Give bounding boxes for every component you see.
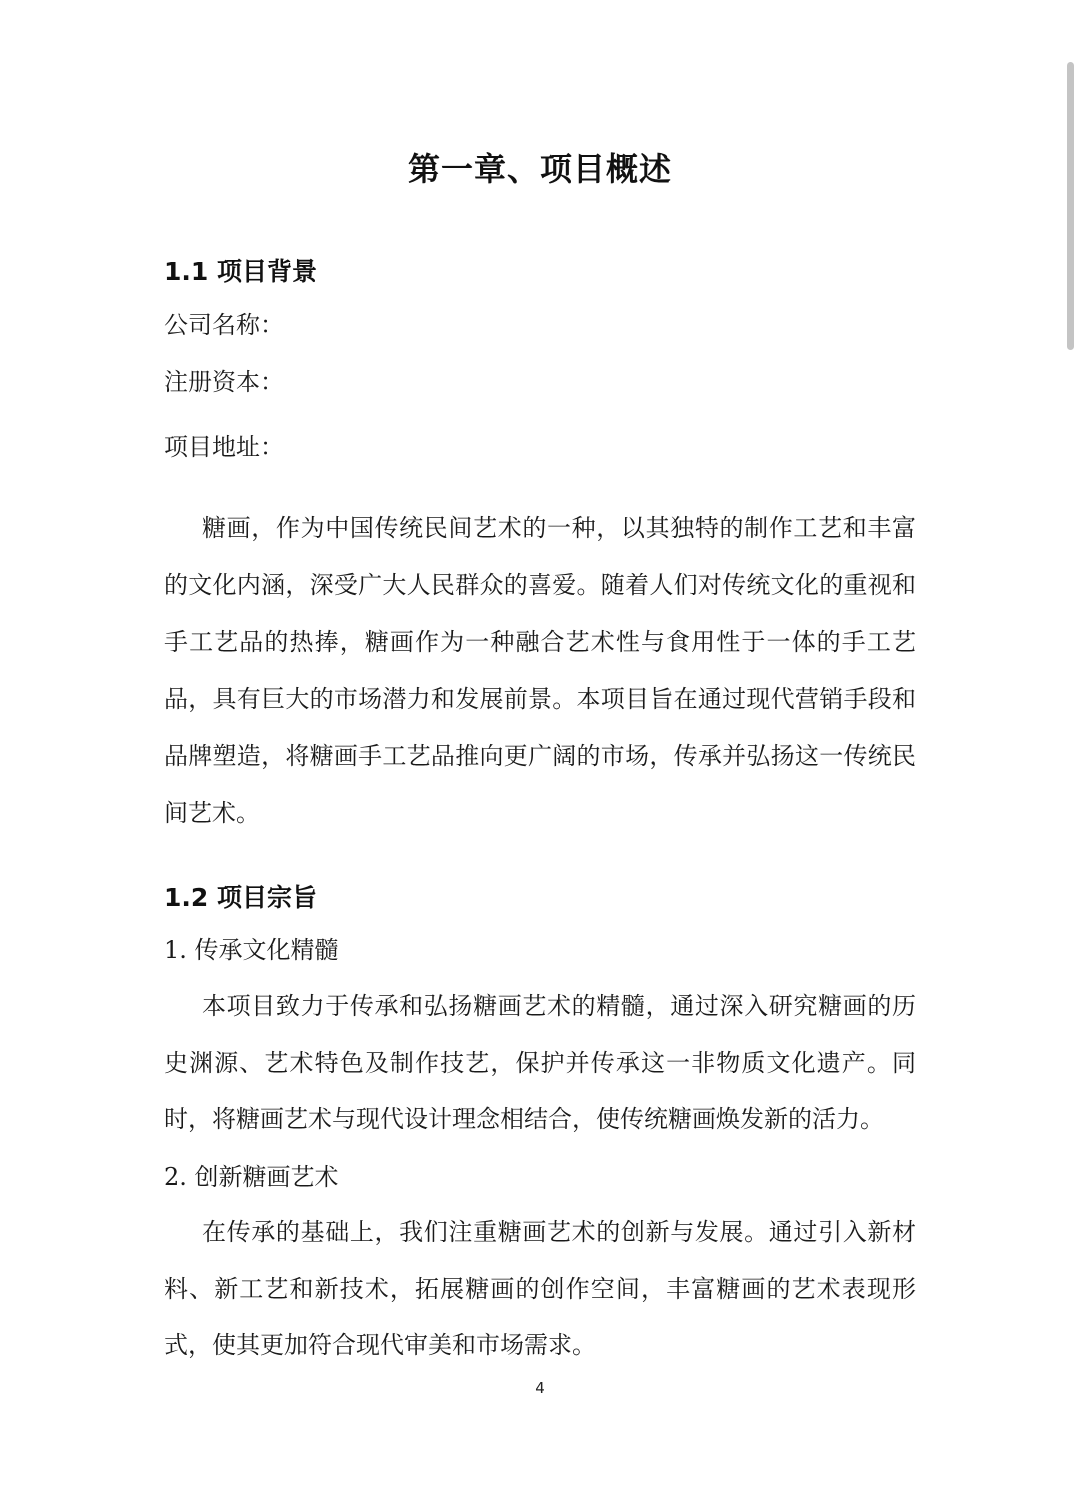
section-heading-purpose: 1.2 项目宗旨 (164, 883, 317, 912)
purpose-item-paragraph-1: 本项目致力于传承和弘扬糖画艺术的精髓，通过深入研究糖画的历史渊源、艺术特色及制作技艺，保护并传承这一非物质文化遗产。同时，将糖画艺术与现代设计理念相结合，使传统糖画焕发新的活力。 (164, 992, 916, 1133)
field-company-name: 公司名称： (164, 311, 284, 339)
field-registered-capital: 注册资本： (164, 368, 284, 396)
chapter-title: 第一章、项目概述 (407, 150, 672, 188)
field-project-address: 项目地址： (164, 433, 284, 461)
background-paragraph: 糖画，作为中国传统民间艺术的一种，以其独特的制作工艺和丰富的文化内涵，深受广大人民群众的喜爱。随着人们对传统文化的重视和手工艺品的热捧，糖画作为一种融合艺术性与食用性于一体的手工艺品，具有巨大的市场潜力和发展前景。本项目旨在通过现代营销手段和品牌塑造，将糖画手工艺品推向更广阔的市场，传承并弘扬这一传统民间艺术。 (164, 514, 916, 827)
purpose-item-title-2: 2. 创新糖画艺术 (164, 1163, 339, 1191)
scrollbar-thumb[interactable] (1067, 62, 1074, 350)
page-number: 4 (535, 1379, 545, 1397)
purpose-item-title-1: 1. 传承文化精髓 (164, 936, 339, 964)
vertical-scrollbar[interactable] (1058, 0, 1080, 1495)
purpose-item-paragraph-2: 在传承的基础上，我们注重糖画艺术的创新与发展。通过引入新材料、新工艺和新技术，拓展糖画的创作空间，丰富糖画的艺术表现形式，使其更加符合现代审美和市场需求。 (164, 1218, 916, 1359)
section-heading-background: 1.1 项目背景 (164, 257, 317, 286)
